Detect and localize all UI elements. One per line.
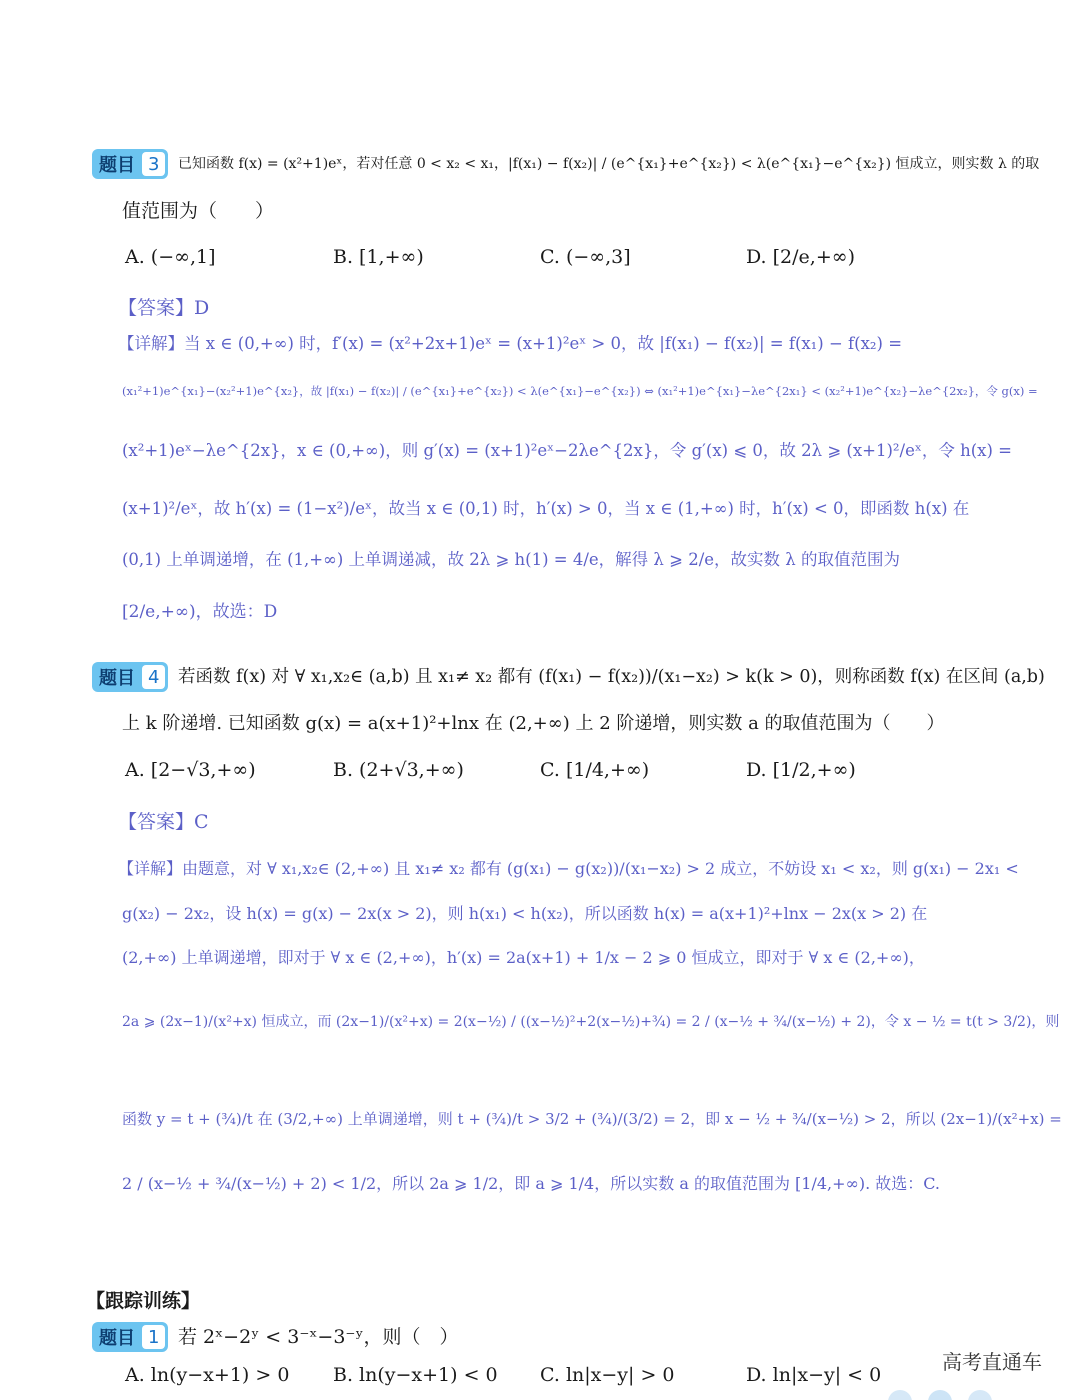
decor-circle [888,1390,912,1400]
q3-detail-line: [2/e,+∞)，故选：D [122,602,278,622]
q3-detail-line: 【详解】当 x ∈ (0,+∞) 时，f′(x) = (x²+2x+1)eˣ = (x+1)²eˣ > 0，故 |f(x₁) − f(x₂)| = f(x₁) − f(x₂) = [118,334,903,353]
q4-stem-line1: 若函数 f(x) 对 ∀ x₁,x₂∈ (a,b) 且 x₁≠ x₂ 都有 (f(x₁) − f(x₂))/(x₁−x₂) > k(k > 0)，则称函数 f(x) 在区间 (a,b) [178,667,1045,687]
practice-option-c: C. ln|x−y| > 0 [540,1364,675,1386]
q4-detail-line: 2 / (x−½ + ¾/(x−½) + 2) < 1/2，所以 2a ⩾ 1/2，即 a ⩾ 1/4，所以实数 a 的取值范围为 [1/4,+∞). 故选：C. [122,1174,941,1193]
q3-option-b: B. [1,+∞) [333,246,424,268]
decor-circle [968,1390,992,1400]
q4-detail-line: 【详解】由题意，对 ∀ x₁,x₂∈ (2,+∞) 且 x₁≠ x₂ 都有 (g(x₁) − g(x₂))/(x₁−x₂) > 2 成立，不妨设 x₁ < x₂，则 g(x₁) − 2x₁ < [118,859,1019,878]
q3-stem-line2: 值范围为（ ） [122,200,275,222]
practice-stem: 若 2ˣ−2ʸ < 3⁻ˣ−3⁻ʸ，则（ ） [178,1326,459,1348]
q3-badge [92,149,168,179]
q4-option-d: D. [1/2,+∞) [746,759,856,781]
q4-stem-line2: 上 k 阶递增. 已知函数 g(x) = a(x+1)²+lnx 在 (2,+∞) 上 2 阶递增，则实数 a 的取值范围为（ ） [122,713,945,734]
q3-detail-line: (x₁²+1)e^{x₁}−(x₂²+1)e^{x₂}，故 |f(x₁) − f(x₂)| / (e^{x₁}+e^{x₂}) < λ(e^{x₁}−e^{x₂}) ⇔ (x₁²+1)e^{x₁}−λe^{2x₁} < (x₂²+1)e^{x₂}−λe^{2x₂}，令 g(x) = [122,384,1038,398]
q4-detail-line: 函数 y = t + (¾)/t 在 (3/2,+∞) 上单调递增，则 t + (¾)/t > 3/2 + (¾)/(3/2) = 2，即 x − ½ + ¾/(x−½) > 2，所以 (2x−1)/(x²+x) = [122,1110,1062,1128]
practice-heading: 【跟踪训练】 [86,1290,201,1312]
q3-answer: 【答案】D [118,297,210,319]
q3-option-d: D. [2/e,+∞) [746,246,855,268]
q4-badge-number: 4 [142,665,165,689]
q4-badge-label: 题目 [99,668,135,689]
q3-detail-line: (0,1) 上单调递增，在 (1,+∞) 上单调递减，故 2λ ⩾ h(1) = 4/e，解得 λ ⩾ 2/e，故实数 λ 的取值范围为 [122,550,900,569]
q4-detail-line: 2a ⩾ (2x−1)/(x²+x) 恒成立，而 (2x−1)/(x²+x) = 2(x−½) / ((x−½)²+2(x−½)+¾) = 2 / (x−½ + ¾/(x−½) + 2)，令 x − ½ = t(t > 3/2)，则 [122,1014,1060,1030]
q4-option-c: C. [1/4,+∞) [540,759,650,781]
q3-stem-line1: 已知函数 f(x) = (x²+1)eˣ，若对任意 0 < x₂ < x₁，|f(x₁) − f(x₂)| / (e^{x₁}+e^{x₂}) < λ(e^{x₁}−e^{x₂}) 恒成立，则实数 λ 的取 [178,156,1040,172]
q3-badge-label: 题目 [99,155,135,176]
q4-badge [92,662,168,692]
q3-detail-line: (x²+1)eˣ−λe^{2x}，x ∈ (0,+∞)，则 g′(x) = (x+1)²eˣ−2λe^{2x}，令 g′(x) ⩽ 0，故 2λ ⩾ (x+1)²/eˣ，令 h(x) = [122,441,1012,460]
practice-badge-number: 1 [142,1325,165,1349]
q4-detail-line: g(x₂) − 2x₂，设 h(x) = g(x) − 2x(x > 2)，则 h(x₁) < h(x₂)，所以函数 h(x) = a(x+1)²+lnx − 2x(x > 2) 在 [122,904,928,923]
q4-answer: 【答案】C [118,811,209,833]
q4-detail-line: (2,+∞) 上单调递增，即对于 ∀ x ∈ (2,+∞)，h′(x) = 2a(x+1) + 1/x − 2 ⩾ 0 恒成立，即对于 ∀ x ∈ (2,+∞)， [122,948,925,967]
decor-circle [928,1390,952,1400]
practice-badge [92,1322,168,1352]
practice-option-a: A. ln(y−x+1) > 0 [125,1364,290,1386]
q3-badge-number: 3 [142,152,165,176]
practice-option-d: D. ln|x−y| < 0 [746,1364,882,1386]
decorative-circles [880,1388,1000,1400]
watermark: 高考直通车 [942,1350,1042,1374]
q3-option-a: A. (−∞,1] [125,246,216,268]
q4-option-a: A. [2−√3,+∞) [125,759,256,781]
practice-badge-label: 题目 [99,1328,135,1349]
practice-option-b: B. ln(y−x+1) < 0 [333,1364,498,1386]
q3-detail-line: (x+1)²/eˣ，故 h′(x) = (1−x²)/eˣ，故当 x ∈ (0,1) 时，h′(x) > 0，当 x ∈ (1,+∞) 时，h′(x) < 0，即函数 h(x) 在 [122,499,970,518]
q4-option-b: B. (2+√3,+∞) [333,759,464,781]
q3-option-c: C. (−∞,3] [540,246,631,268]
